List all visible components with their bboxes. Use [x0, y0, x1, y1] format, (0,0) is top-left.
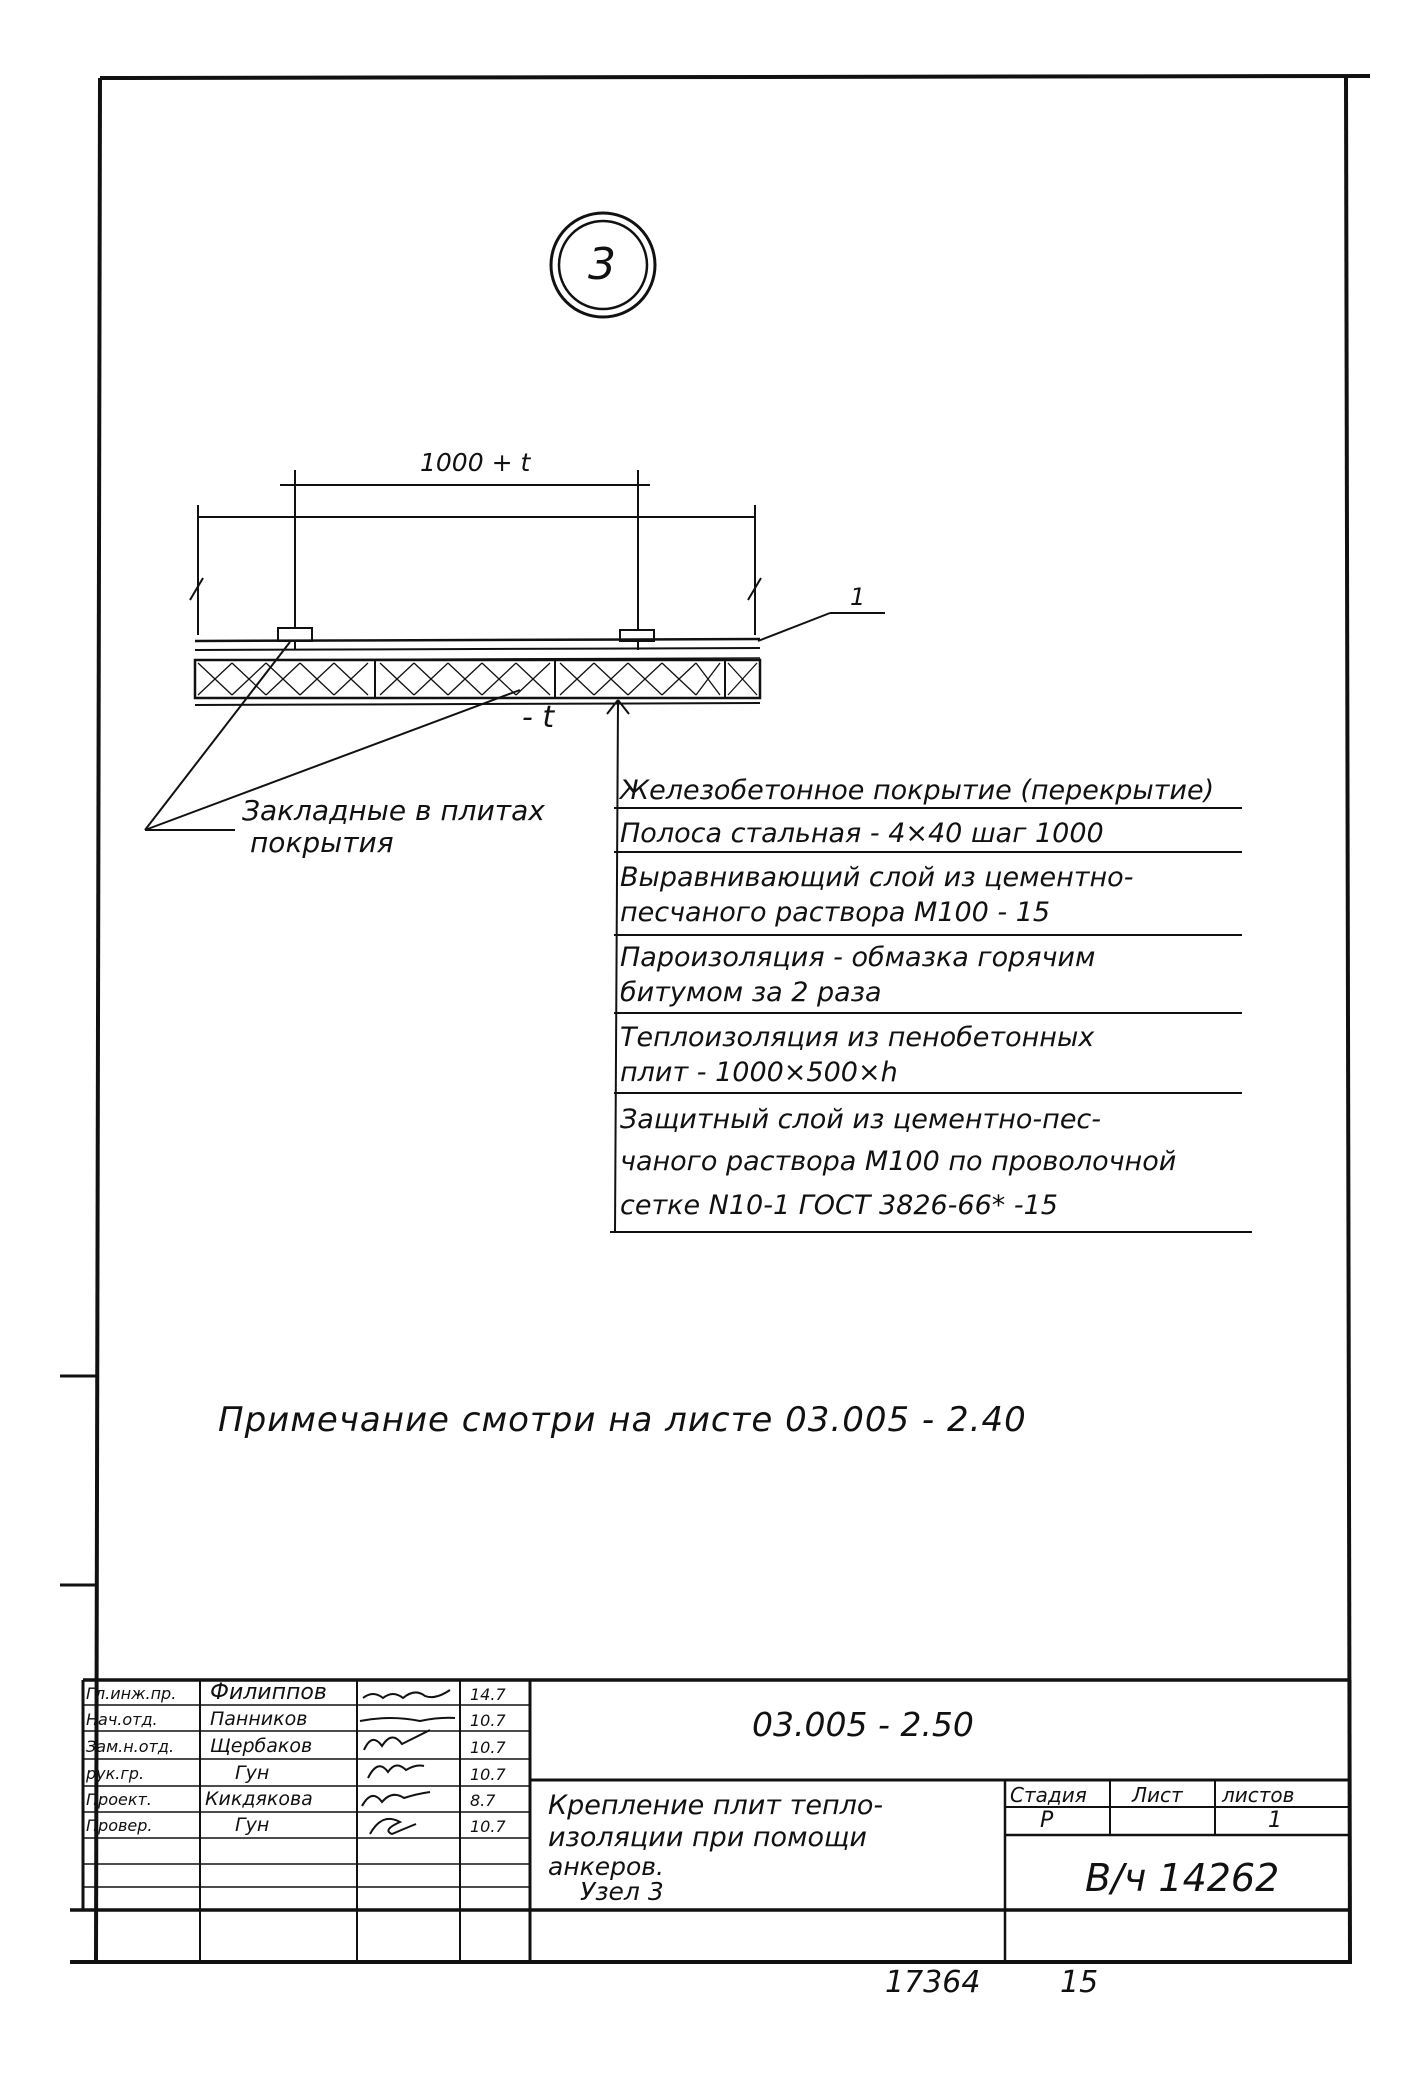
sheets-value: 1 [1268, 1808, 1282, 1833]
sheet-header: Лист [1132, 1783, 1183, 1807]
layer-1-line-1: Железобетонное покрытие (перекрытие) [620, 775, 1215, 806]
role-2: Нач.отд. [86, 1710, 158, 1729]
layer-6-line-2: чаного раствора М100 по проволочной [620, 1146, 1177, 1177]
role-4: рук.гр. [86, 1764, 145, 1783]
role-6: Провер. [86, 1816, 153, 1835]
embedded-label-line: Закладные в плитах [242, 794, 545, 827]
layer-4-line-2: битумом за 2 раза [620, 977, 882, 1008]
name-1: Филиппов [210, 1680, 327, 1705]
page-number: 15 [1060, 1965, 1099, 2000]
role-5: Проект. [86, 1790, 152, 1809]
layer-4-line-1: Пароизоляция - обмазка горячим [620, 942, 1096, 973]
embedded-parts-label [242, 795, 545, 859]
inventory-number: 17364 [885, 1965, 981, 2000]
dimension-top-label: 1000 + t [420, 448, 531, 477]
callout-number: 1 [850, 583, 866, 611]
drawing-title-line-4: Узел 3 [580, 1877, 664, 1906]
layer-6-line-3: сетке N10-1 ГОСТ 3826-66* -15 [620, 1190, 1058, 1221]
date-6: 10.7 [470, 1817, 506, 1836]
layer-3-line-1: Выравнивающий слой из цементно- [620, 862, 1134, 893]
date-3: 10.7 [470, 1738, 506, 1757]
layer-5-line-2: плит - 1000×500×h [620, 1057, 898, 1088]
name-3: Щербаков [210, 1735, 313, 1757]
date-4: 10.7 [470, 1765, 506, 1784]
date-2: 10.7 [470, 1711, 506, 1730]
name-6: Гун [235, 1814, 270, 1836]
drawing-title-line-1: Крепление плит тепло- [548, 1790, 884, 1821]
layer-6-line-1: Защитный слой из цементно-пес- [620, 1104, 1102, 1135]
stage-header: Стадия [1010, 1783, 1087, 1807]
drawing-title-line-2: изоляции при помощи [548, 1822, 867, 1853]
sheets-header: листов [1222, 1783, 1295, 1807]
sheet-note: Примечание смотри на листе 03.005 - 2.40 [218, 1400, 1027, 1440]
name-2: Панников [210, 1708, 308, 1730]
name-5: Кикдякова [205, 1788, 313, 1810]
date-1: 14.7 [470, 1685, 506, 1704]
name-4: Гун [235, 1762, 270, 1784]
layer-2-line-1: Полоса стальная - 4×40 шаг 1000 [620, 818, 1104, 849]
role-3: Зам.н.отд. [86, 1737, 175, 1756]
dimension-bottom-label: - t [522, 700, 555, 735]
dimension-lines [190, 470, 761, 650]
node-marker: 3 [588, 239, 616, 290]
document-number: 03.005 - 2.50 [752, 1705, 974, 1744]
roof-section [195, 628, 760, 705]
organization: В/ч 14262 [1085, 1856, 1280, 1900]
layer-5-line-1: Теплоизоляция из пенобетонных [620, 1022, 1095, 1053]
role-1: Гл.инж.пр. [86, 1684, 177, 1703]
layer-3-line-2: песчаного раствора М100 - 15 [620, 897, 1051, 928]
drawing-title-line-3: анкеров. [548, 1852, 664, 1881]
embedded-label-line: покрытия [250, 826, 394, 859]
stage-value: Р [1040, 1808, 1054, 1833]
date-5: 8.7 [470, 1791, 496, 1810]
